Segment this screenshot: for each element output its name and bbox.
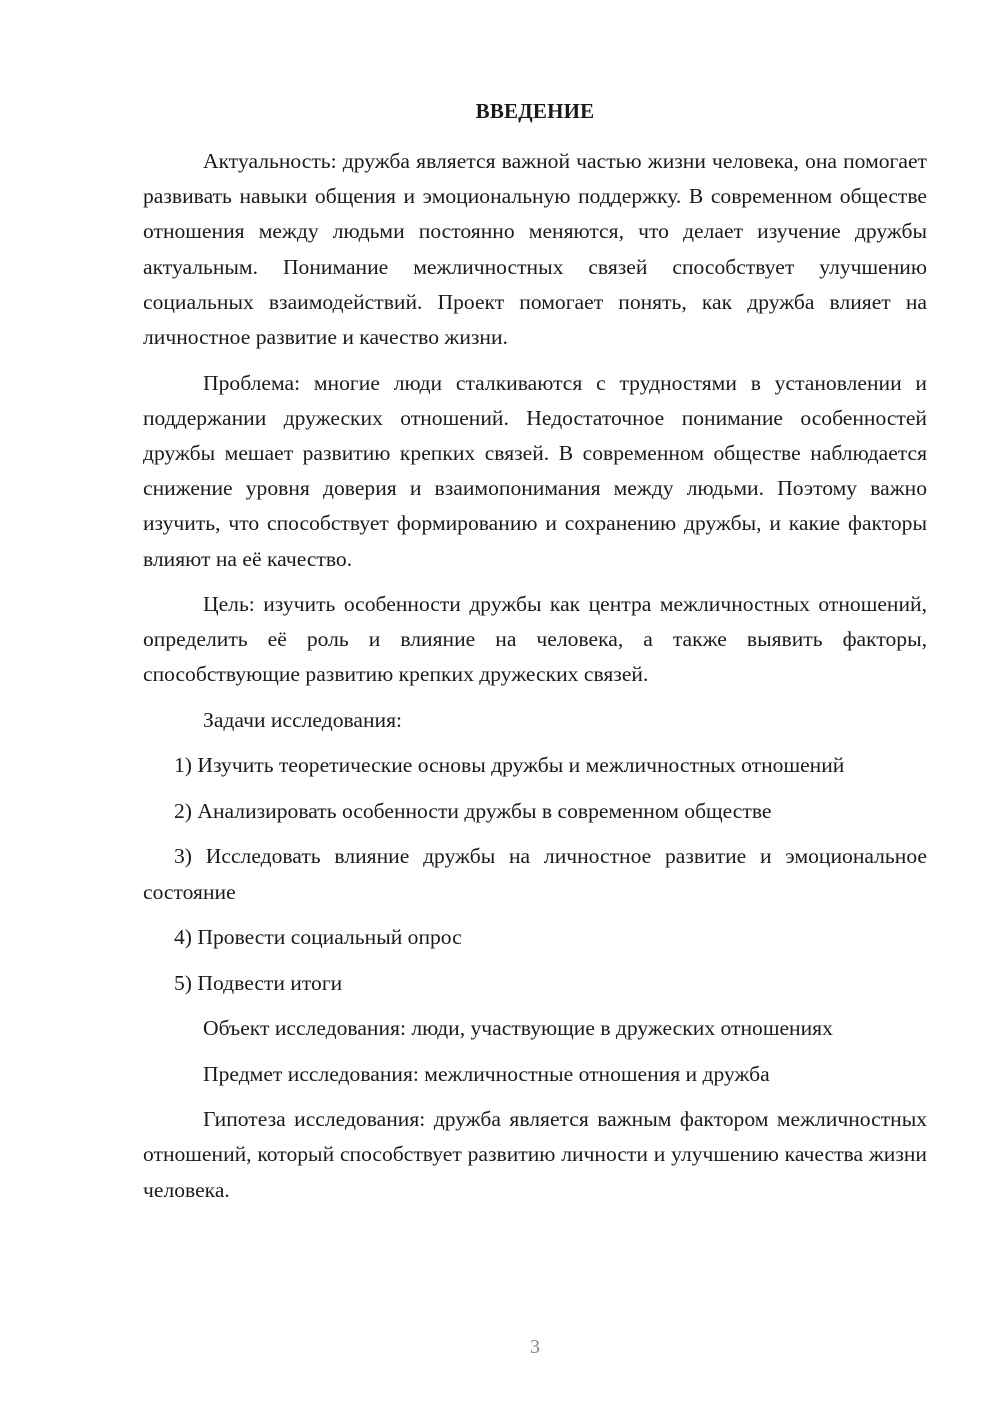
- hypothesis-paragraph: Гипотеза исследования: дружба является важным фактором межличностных отношений, который способствует развитию личности и улучшению качества жизни человека.: [143, 1107, 927, 1202]
- task-item-4: 4) Провести социальный опрос: [174, 925, 462, 950]
- document-page: [143, 0, 927, 1414]
- task-item-2: 2) Анализировать особенности дружбы в современном обществе: [174, 798, 772, 823]
- page-number: 3: [530, 1336, 540, 1358]
- task-item-5: 5) Подвести итоги: [174, 970, 343, 995]
- goal-paragraph: Цель: изучить особенности дружбы как центра межличностных отношений, определить её роль и влияние на человека, а также выявить факторы, способствующие развитию крепких дружеских связей.: [143, 592, 927, 687]
- page-title: ВВЕДЕНИЕ: [475, 99, 595, 123]
- task-item-3: 3) Исследовать влияние дружбы на личностное развитие и эмоциональное состояние: [143, 844, 927, 904]
- research-object-paragraph: Объект исследования: люди, участвующие в дружеских отношениях: [203, 1016, 833, 1041]
- problem-paragraph: Проблема: многие люди сталкиваются с трудностями в установлении и поддержании дружеских отношений. Недостаточное понимание особенностей дружбы мешает развитию крепких связей. В современном обществе наблюдается снижение уровня доверия и взаимопонимания между людьми. Поэтому важно изучить, что способствует формированию и сохранению дружбы, и какие факторы влияют на её качество.: [143, 370, 927, 571]
- relevance-paragraph: Актуальность: дружба является важной частью жизни человека, она помогает развивать навыки общения и эмоциональную поддержку. В современном обществе отношения между людьми постоянно меняются, что делает изучение дружбы актуальным. Понимание межличностных связей способствует улучшению социальных взаимодействий. Проект помогает понять, как дружба влияет на личностное развитие и качество жизни.: [143, 149, 927, 350]
- research-subject-paragraph: Предмет исследования: межличностные отношения и дружба: [203, 1061, 770, 1086]
- tasks-heading: Задачи исследования:: [203, 707, 403, 732]
- task-item-1: 1) Изучить теоретические основы дружбы и межличностных отношений: [174, 753, 845, 778]
- document-body: [143, 144, 927, 1218]
